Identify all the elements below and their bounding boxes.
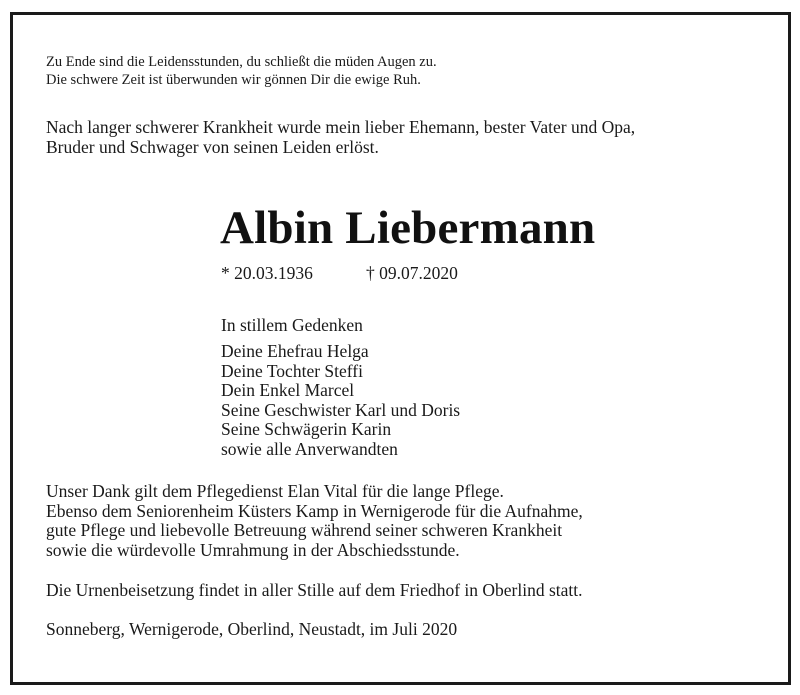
mourners-heading: In stillem Gedenken: [221, 315, 363, 335]
mourners-list: [221, 342, 460, 459]
burial-notice: Die Urnenbeisetzung findet in aller Stille auf dem Friedhof in Oberlind statt.: [46, 580, 583, 600]
mourner-item: sowie alle Anverwandten: [221, 438, 398, 459]
mourner-item: Seine Schwägerin Karin: [221, 419, 392, 439]
mourner-item: Deine Ehefrau Helga: [221, 341, 369, 361]
thanks-line: gute Pflege und liebevolle Betreuung während seiner schweren Krankheit: [46, 520, 563, 540]
poem-line-2: Die schwere Zeit ist überwunden wir gönnen Dir die ewige Ruh.: [46, 72, 421, 88]
death-date: † 09.07.2020: [366, 263, 458, 283]
intro-line-2: Bruder und Schwager von seinen Leiden erlöst.: [46, 137, 379, 157]
thanks-line: sowie die würdevolle Umrahmung in der Abschiedsstunde.: [46, 539, 460, 560]
thanks-text: [46, 482, 583, 560]
intro-line-1: Nach langer schwerer Krankheit wurde mein lieber Ehemann, bester Vater und Opa,: [46, 117, 636, 137]
intro-text: [46, 117, 758, 157]
life-dates: [221, 263, 458, 283]
poem-line-1: Zu Ende sind die Leidensstunden, du schließt die müden Augen zu.: [46, 54, 437, 70]
mourner-item: Seine Geschwister Karl und Doris: [221, 399, 461, 420]
mourner-item: Deine Tochter Steffi: [221, 360, 363, 381]
birth-date: * 20.03.1936: [221, 263, 313, 283]
thanks-line: Unser Dank gilt dem Pflegedienst Elan Vital für die lange Pflege.: [46, 481, 504, 501]
thanks-line: Ebenso dem Seniorenheim Küsters Kamp in Wernigerode für die Aufnahme,: [46, 500, 583, 521]
place-and-date: Sonneberg, Wernigerode, Oberlind, Neustadt, im Juli 2020: [46, 619, 458, 639]
deceased-name: Albin Liebermann: [220, 202, 596, 254]
mourner-item: Dein Enkel Marcel: [221, 380, 355, 400]
memorial-poem: [46, 53, 437, 89]
